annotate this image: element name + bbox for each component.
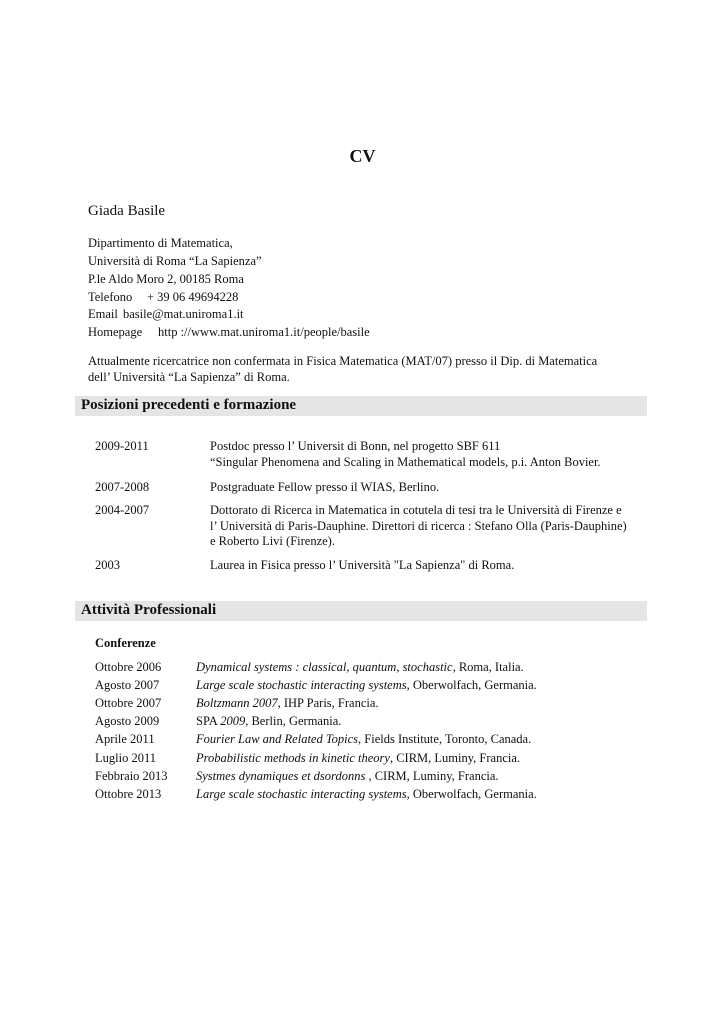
entry-text [210, 503, 627, 550]
conference-location: , Oberwolfach, Germania. [406, 678, 537, 693]
conference-title: Large scale stochastic interacting systems [196, 786, 407, 801]
phone-row [88, 290, 238, 305]
conference-item [196, 787, 537, 802]
conference-date: Ottobre 2006 [95, 660, 162, 674]
conference-date: Ottobre 2013 [95, 786, 162, 801]
entry-text [210, 439, 601, 470]
conference-title: Probabilistic methods in kinetic theory [196, 750, 390, 765]
conference-date: Aprile 2011 [95, 732, 155, 747]
conference-location: , IHP Paris, Francia. [277, 696, 379, 711]
homepage-link[interactable]: http ://www.mat.uniroma1.it/people/basile [158, 325, 370, 339]
conference-location: , Fields Institute, Toronto, Canada. [358, 732, 532, 747]
entry-line: Postdoc presso l’ Universit di Bonn, nel progetto SBF 611 [210, 439, 501, 453]
conference-title: Fourier Law and Related Topics [196, 732, 359, 747]
conference-title: Dynamical systems : classical, quantum, stochastic [196, 660, 453, 674]
conference-date: Agosto 2009 [95, 714, 160, 729]
entry-date: 2004-2007 [95, 503, 150, 517]
phone-label: Telefono [88, 290, 133, 304]
conference-item [196, 678, 537, 693]
conference-item [196, 769, 499, 784]
email-label: Email [88, 307, 118, 321]
intro-line: dell’ Università “La Sapienza” di Roma. [88, 370, 290, 384]
conference-title: Boltzmann 2007 [196, 696, 278, 711]
entry-line: Postgraduate Fellow presso il WIAS, Berlino. [210, 480, 440, 494]
conference-item [196, 751, 520, 766]
conference-item [196, 732, 531, 747]
conference-title: Systmes dynamiques et dsordonns [196, 768, 366, 783]
entry-line: Dottorato di Ricerca in Matematica in cotutela di tesi tra le Università di Firenze e [210, 503, 622, 517]
conference-item [196, 696, 379, 711]
conference-location: , Oberwolfach, Germania. [406, 786, 537, 801]
subsection-heading: Conferenze [95, 636, 156, 650]
conference-date: Agosto 2007 [95, 678, 160, 693]
phone-value: + 39 06 49694228 [147, 290, 239, 304]
conference-location: , CIRM, Luminy, Francia. [389, 750, 521, 765]
conference-item [196, 660, 524, 675]
conference-title: 2009 [220, 714, 246, 729]
conference-item [196, 714, 341, 729]
conference-location: , Berlin, Germania. [245, 714, 342, 729]
entry-text [210, 558, 514, 574]
person-name: Giada Basile [88, 203, 166, 219]
section-header-activities [75, 601, 647, 621]
email-link[interactable]: basile@mat.uniroma1.it [123, 307, 244, 321]
entry-line: “Singular Phenomena and Scaling in Mathematical models, p.i. Anton Bovier. [210, 454, 601, 469]
entry-line: e Roberto Livi (Firenze). [210, 534, 335, 548]
section-heading: Posizioni precedenti e formazione [81, 397, 297, 413]
conference-date: Febbraio 2013 [95, 768, 168, 783]
section-header-positions [75, 396, 647, 416]
entry-text [210, 480, 439, 496]
address-line: P.le Aldo Moro 2, 00185 Roma [88, 272, 244, 286]
entry-date: 2003 [95, 558, 120, 572]
section-heading: Attività Professionali [81, 602, 217, 618]
entry-line: l’ Università di Paris-Dauphine. Direttori di ricerca : Stefano Olla (Paris-Dauphine) [210, 518, 627, 533]
address-line: Dipartimento di Matematica, [88, 236, 233, 250]
entry-date: 2007-2008 [95, 480, 150, 494]
entry-date: 2009-2011 [95, 439, 149, 453]
conference-location: , Roma, Italia. [452, 660, 524, 674]
email-row [88, 307, 244, 322]
homepage-label: Homepage [88, 325, 143, 339]
address-line: Università di Roma “La Sapienza” [88, 254, 262, 268]
document-title: CV [349, 146, 376, 166]
conference-prefix: SPA [196, 714, 221, 729]
entry-line: Laurea in Fisica presso l’ Università "La Sapienza" di Roma. [210, 558, 515, 572]
intro-line: Attualmente ricercatrice non confermata in Fisica Matematica (MAT/07) presso il Dip. di Matematica [88, 354, 598, 368]
conference-date: Luglio 2011 [95, 750, 156, 765]
conference-title: Large scale stochastic interacting systems [196, 678, 407, 693]
homepage-row [88, 325, 370, 340]
conference-date: Ottobre 2007 [95, 696, 162, 711]
conference-location: , CIRM, Luminy, Francia. [365, 768, 499, 783]
